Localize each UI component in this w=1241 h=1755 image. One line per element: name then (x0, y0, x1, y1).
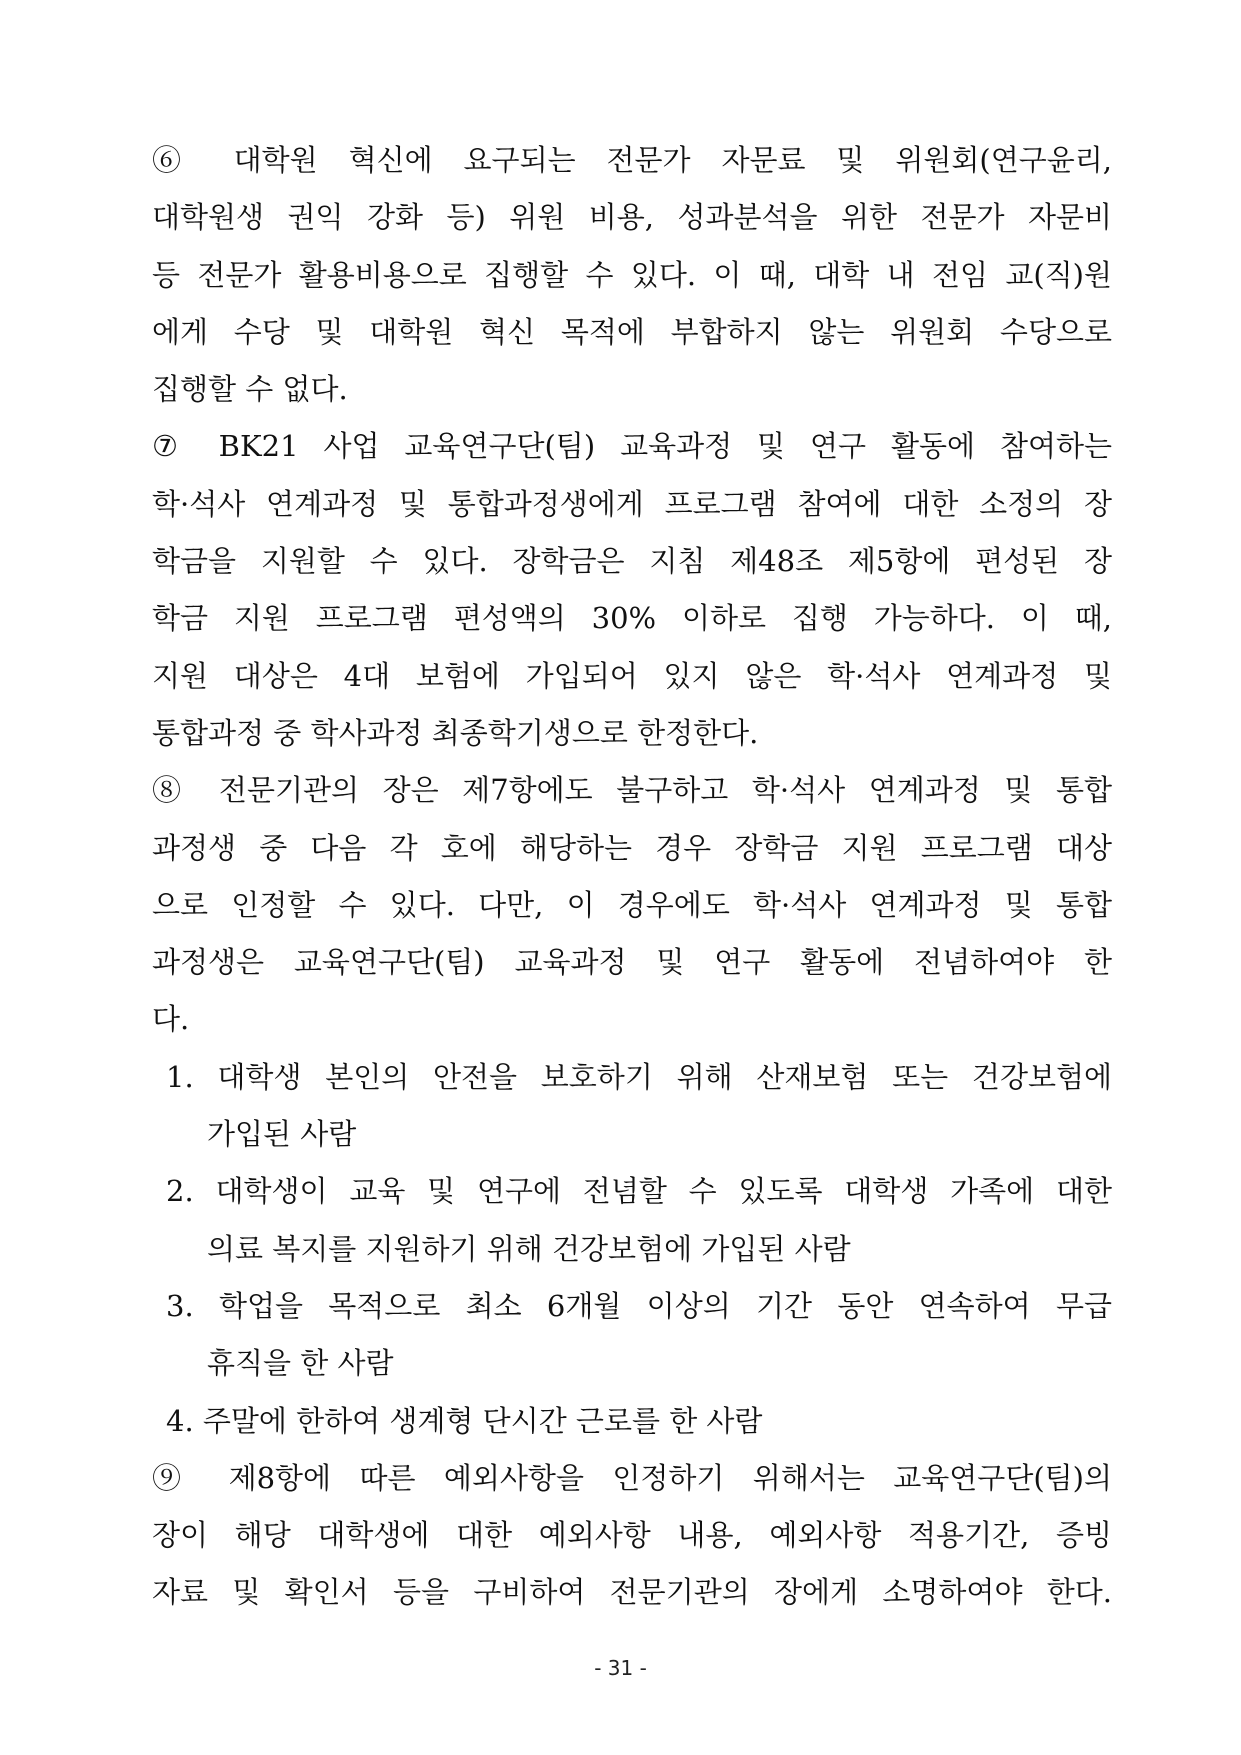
text-line: ⑦ BK21 사업 교육연구단(팀) 교육과정 및 연구 활동에 참여하는 (152, 429, 1112, 464)
text-line: 등 전문가 활용비용으로 집행할 수 있다. 이 때, 대학 내 전임 교(직)원 (152, 257, 1112, 292)
list-item: 1. 대학생 본인의 안전을 보호하기 위해 산재보험 또는 건강보험에 (166, 1059, 1112, 1094)
numbered-list (152, 1049, 1112, 1450)
list-item: 4. 주말에 한하여 생계형 단시간 근로를 한 사람 (166, 1403, 763, 1438)
text-line: 으로 인정할 수 있다. 다만, 이 경우에도 학·석사 연계과정 및 통합 (152, 887, 1112, 922)
text-line: 학금을 지원할 수 있다. 장학금은 지침 제48조 제5항에 편성된 장 (152, 544, 1112, 579)
text-line: 에게 수당 및 대학원 혁신 목적에 부합하지 않는 위원회 수당으로 (152, 314, 1112, 349)
text-line: 과정생은 교육연구단(팀) 교육과정 및 연구 활동에 전념하여야 한 (152, 945, 1112, 980)
page-number: - 31 - (594, 1656, 647, 1680)
paragraph-9 (152, 1450, 1112, 1622)
list-item-continuation: 가입된 사람 (207, 1117, 357, 1152)
paragraph-8 (152, 762, 1112, 1048)
paragraph-6 (152, 132, 1112, 418)
text-line: 지원 대상은 4대 보험에 가입되어 있지 않은 학·석사 연계과정 및 (152, 658, 1112, 693)
text-line: 대학원생 권익 강화 등) 위원 비용, 성과분석을 위한 전문가 자문비 (152, 200, 1112, 235)
list-item: 3. 학업을 목적으로 최소 6개월 이상의 기간 동안 연속하여 무급 (166, 1288, 1112, 1323)
text-line: ⑨ 제8항에 따른 예외사항을 인정하기 위해서는 교육연구단(팀)의 (152, 1460, 1112, 1495)
text-line: 학금 지원 프로그램 편성액의 30% 이하로 집행 가능하다. 이 때, (152, 601, 1112, 636)
list-item-continuation: 의료 복지를 지원하기 위해 건강보험에 가입된 사람 (207, 1231, 851, 1266)
text-line: 통합과정 중 학사과정 최종학기생으로 한정한다. (152, 715, 759, 750)
text-line: 다. (152, 1002, 190, 1037)
text-line: 과정생 중 다음 각 호에 해당하는 경우 장학금 지원 프로그램 대상 (152, 830, 1112, 865)
document-body (152, 132, 1112, 1622)
text-line: 학·석사 연계과정 및 통합과정생에게 프로그램 참여에 대한 소정의 장 (152, 486, 1112, 521)
text-line: 자료 및 확인서 등을 구비하여 전문기관의 장에게 소명하여야 한다. (152, 1575, 1112, 1610)
text-line: 장이 해당 대학생에 대한 예외사항 내용, 예외사항 적용기간, 증빙 (152, 1518, 1112, 1553)
text-line: ⑧ 전문기관의 장은 제7항에도 불구하고 학·석사 연계과정 및 통합 (152, 773, 1112, 808)
text-line: ⑥ 대학원 혁신에 요구되는 전문가 자문료 및 위원회(연구윤리, (152, 143, 1112, 177)
list-item: 2. 대학생이 교육 및 연구에 전념할 수 있도록 대학생 가족에 대한 (166, 1174, 1112, 1209)
list-item-continuation: 휴직을 한 사람 (207, 1346, 394, 1381)
paragraph-7 (152, 418, 1112, 762)
text-line: 집행할 수 없다. (152, 372, 348, 407)
